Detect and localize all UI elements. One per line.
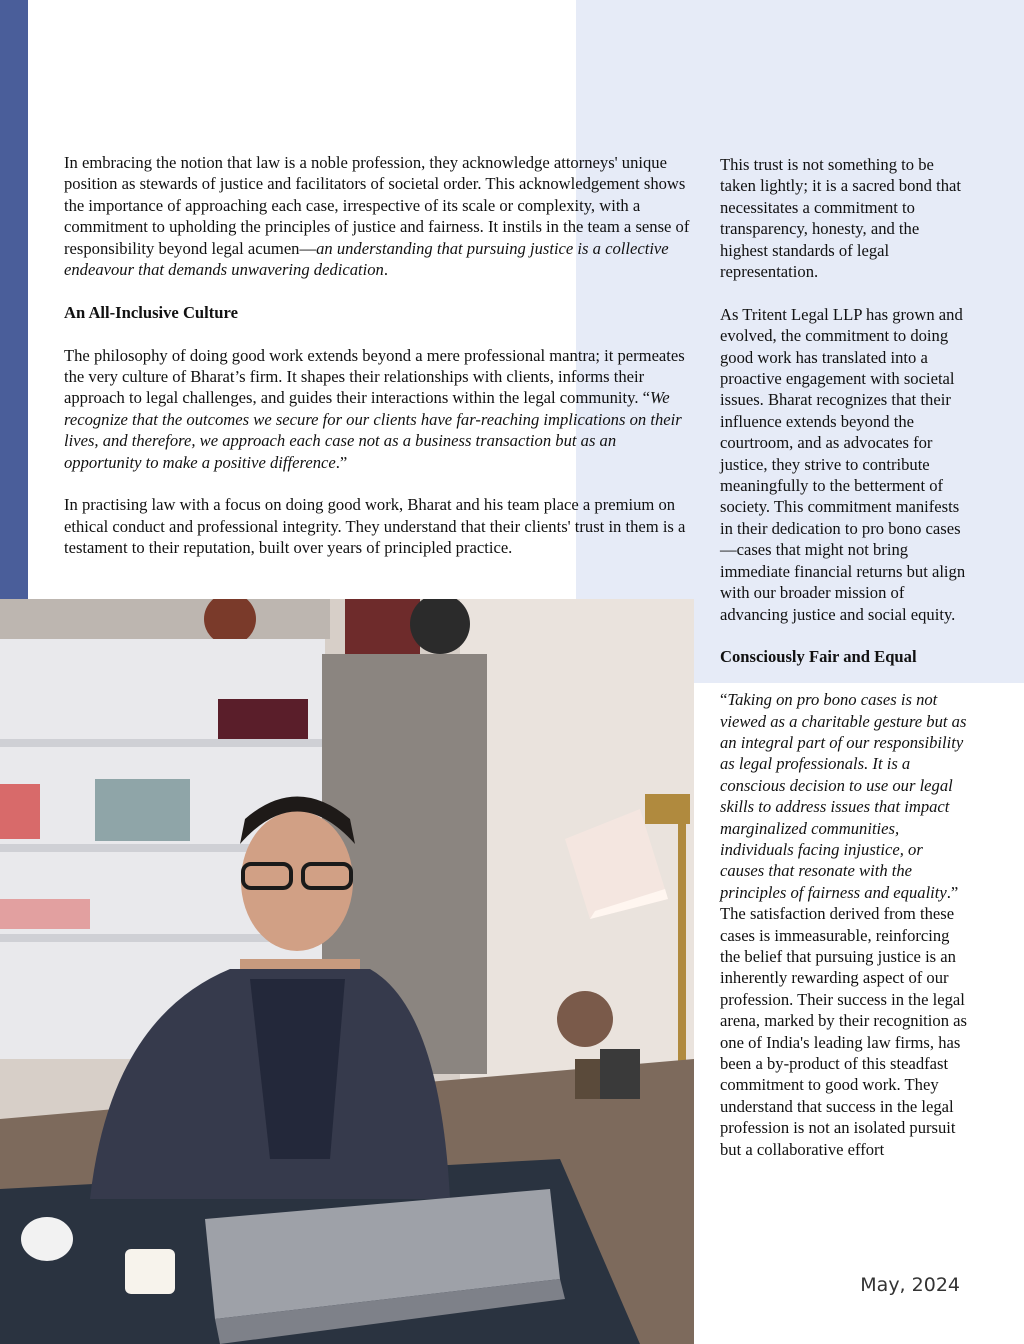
binders xyxy=(0,784,40,839)
heading-all-inclusive-culture: An All-Inclusive Culture xyxy=(64,302,238,322)
folders xyxy=(0,899,90,929)
main-column xyxy=(64,152,694,580)
paragraph-pro-bono-quote: “Taking on pro bono cases is not viewed as a charitable gesture but as an integral part of our responsibility as legal professionals. It is a conscious decision to use our legal skills to address issues that impact marginalized communities, individuals facing injustice, or causes that resonate with the principles of fairness and equality.” The satisfaction derived from these cases is immeasurable, reinforcing the belief that pursuing justice is an inherently rewarding aspect of our profession. Their success in the legal arena, marked by their recognition as one of India's leading law firms, has been a by-product of this steadfast commitment to good work. They understand that success in the legal profession is not an isolated pursuit but a collaborative effort xyxy=(720,690,967,1159)
office-photo-illustration xyxy=(0,599,694,1344)
shelf-board xyxy=(0,739,325,747)
paragraph-noble-profession: In embracing the notion that law is a noble profession, they acknowledge attorneys' unique position as stewards of justice and facilitators of societal order. This acknowledgement shows the importance of approaching each case, irrespective of its scale or complexity, with a commitment to upholding the principles of justice and fairness. It instils in the team a sense of responsibility beyond legal acumen—an understanding that pursuing justice is a collective endeavour that demands unwavering dedication. xyxy=(64,153,690,280)
issue-date: May, 2024 xyxy=(860,1274,960,1296)
paragraph-growth: As Tritent Legal LLP has grown and evolved, the commitment to doing good work has translated into a proactive engagement with societal issues. Bharat recognizes that their influence extends beyond the courtroom, and as advocates for justice, they strive to contribute meaningfully to the betterment of society. This commitment manifests in their dedication to pro bono cases—cases that might not bring immediate financial returns but align with our broader mission of advancing justice and social equity. xyxy=(720,304,966,624)
pen-holder xyxy=(600,1049,640,1099)
side-column xyxy=(720,154,970,1181)
books xyxy=(218,699,308,739)
bonsai xyxy=(557,991,613,1047)
card-holder xyxy=(125,1249,175,1294)
files-stack xyxy=(95,779,190,841)
heading-consciously-fair: Consciously Fair and Equal xyxy=(720,647,917,667)
paragraph-philosophy: The philosophy of doing good work extends beyond a mere professional mantra; it permeates the very culture of Bharat’s firm. It shapes their relationships with clients, informs their approach to legal challenges, and guides their interactions within the legal community. “We recognize that the outcomes we secure for our clients have far-reaching implications on their lives, and therefore, we approach each case not as a business transaction but as an opportunity to make a positive difference.” xyxy=(64,345,685,472)
top-shelf xyxy=(0,599,330,639)
paragraph-ethical-conduct: In practising law with a focus on doing good work, Bharat and his team place a premium on ethical conduct and professional integrity. They understand that their clients' trust in them is a testament to their reputation, built over years of principled practice. xyxy=(64,495,686,558)
office-photo xyxy=(0,599,694,1344)
accent-bar xyxy=(0,0,28,600)
face xyxy=(241,811,353,951)
paragraph-trust: This trust is not something to be taken lightly; it is a sacred bond that necessitates a commitment to transparency, honesty, and the highest standards of legal representation. xyxy=(720,155,962,282)
mouse xyxy=(21,1217,73,1261)
award-shield xyxy=(345,599,420,659)
